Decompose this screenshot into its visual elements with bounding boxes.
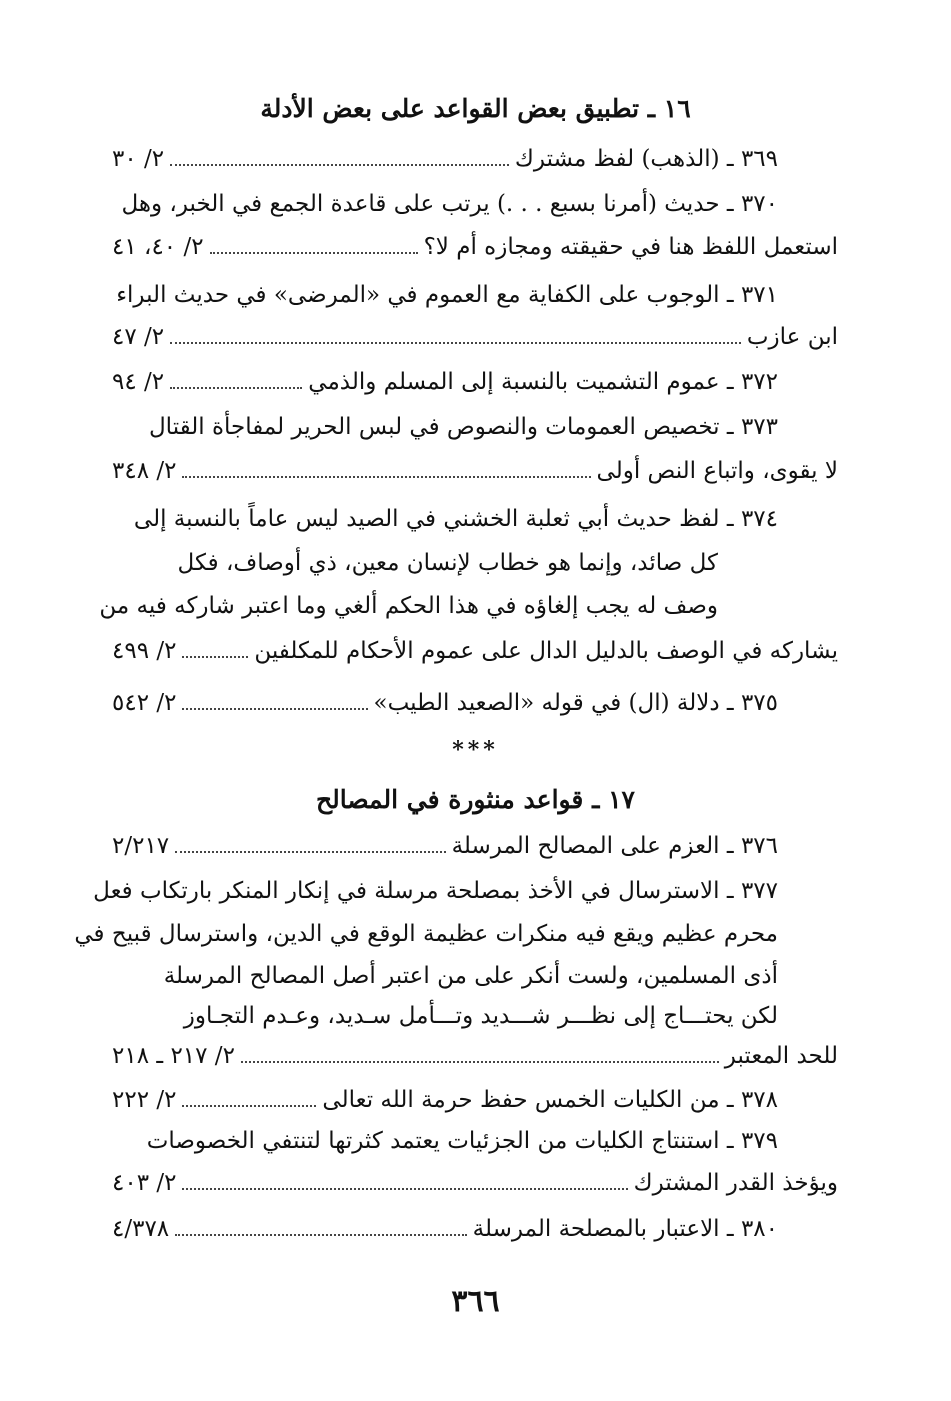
entry-374-line2: كل صائد، وإنما هو خطاب لإنسان معين، ذي أوصاف، فكل bbox=[177, 550, 718, 576]
entry-371 bbox=[112, 320, 838, 354]
section-separator: *** bbox=[452, 737, 499, 763]
entry-text: ابن عازب bbox=[746, 324, 838, 350]
entry-375 bbox=[112, 686, 778, 720]
entry-text: يشاركه في الوصف بالدليل الدال على عموم الأحكام للمكلفين bbox=[254, 638, 838, 664]
entry-374 bbox=[112, 634, 838, 668]
dot-leader bbox=[170, 142, 509, 166]
entry-370-line1: ٣٧٠ ـ حديث (أمرنا بسبع . . .) يرتب على قاعدة الجمع في الخبر، وهل bbox=[121, 191, 778, 217]
section-16-heading: ١٦ ـ تطبيق بعض القواعد على بعض الأدلة bbox=[260, 94, 691, 123]
entry-text: ٣٧٥ ـ دلالة (ال) في قوله «الصعيد الطيب» bbox=[373, 690, 778, 716]
section-17-heading: ١٧ ـ قواعد منثورة في المصالح bbox=[316, 785, 635, 814]
entry-380 bbox=[112, 1212, 778, 1246]
page-number: ٣٦٦ bbox=[451, 1284, 500, 1319]
dot-leader bbox=[182, 1083, 316, 1107]
entry-text: استعمل اللفظ هنا في حقيقته ومجازه أم لا؟ bbox=[423, 234, 838, 260]
entry-text: للحد المعتبر bbox=[724, 1043, 838, 1069]
entry-373 bbox=[112, 454, 838, 488]
dot-leader bbox=[182, 454, 590, 478]
entry-text: ٣٧٢ ـ عموم التشميت بالنسبة إلى المسلم والذمي bbox=[308, 369, 778, 395]
entry-374-line1: ٣٧٤ ـ لفظ حديث أبي ثعلبة الخشني في الصيد ليس عاماً بالنسبة إلى bbox=[133, 506, 778, 532]
entry-378 bbox=[112, 1083, 778, 1117]
page-ref: ٢/ ٤٧ bbox=[112, 324, 165, 350]
page-ref: ٢/ ٤٩٩ bbox=[112, 638, 177, 664]
page-ref: ٢/ ٢١٧ ـ ٢١٨ bbox=[112, 1043, 235, 1069]
page-ref: ٢/ ٣٤٨ bbox=[112, 458, 177, 484]
entry-372 bbox=[112, 365, 778, 399]
dot-leader bbox=[182, 686, 367, 710]
page-ref: ٢/ ٥٤٢ bbox=[112, 690, 177, 716]
entry-369 bbox=[112, 142, 778, 176]
entry-371-line1: ٣٧١ ـ الوجوب على الكفاية مع العموم في «المرضى» في حديث البراء bbox=[116, 282, 778, 308]
entry-text: ٣٦٩ ـ (الذهب) لفظ مشترك bbox=[514, 146, 778, 172]
dot-leader bbox=[175, 1212, 467, 1236]
entry-text: ٣٧٦ ـ العزم على المصالح المرسلة bbox=[451, 833, 778, 859]
page-ref: ٢/ ٩٤ bbox=[112, 369, 165, 395]
entry-377-line2: محرم عظيم ويقع فيه منكرات عظيمة الوقع في الدين، واسترسال قبيح في bbox=[74, 921, 778, 947]
entry-text: ويؤخذ القدر المشترك bbox=[633, 1170, 838, 1196]
dot-leader bbox=[241, 1039, 719, 1063]
page-ref: ٢/ ٢٢٢ bbox=[112, 1087, 177, 1113]
entry-370 bbox=[112, 230, 838, 264]
entry-text: ٣٨٠ ـ الاعتبار بالمصلحة المرسلة bbox=[472, 1216, 778, 1242]
dot-leader bbox=[182, 634, 248, 658]
entry-text: ٣٧٨ ـ من الكليات الخمس حفظ حرمة الله تعالى bbox=[322, 1087, 778, 1113]
entry-379-line1: ٣٧٩ ـ استنتاج الكليات من الجزئيات يعتمد كثرتها لتنتفي الخصوصات bbox=[146, 1128, 778, 1154]
page-ref: ٤/٣٧٨ bbox=[112, 1216, 170, 1242]
page-ref: ٢/ ٤٠٣ bbox=[112, 1170, 177, 1196]
dot-leader bbox=[175, 829, 445, 853]
dot-leader bbox=[170, 320, 741, 344]
dot-leader bbox=[182, 1166, 627, 1190]
dot-leader bbox=[170, 365, 302, 389]
page-ref: ٢/٢١٧ bbox=[112, 833, 170, 859]
entry-377 bbox=[112, 1039, 838, 1073]
dot-leader bbox=[210, 230, 418, 254]
entry-379 bbox=[112, 1166, 838, 1200]
entry-text: لا يقوى، واتباع النص أولى bbox=[596, 458, 838, 484]
entry-373-line1: ٣٧٣ ـ تخصيص العمومات والنصوص في لبس الحرير لمفاجأة القتال bbox=[148, 414, 778, 440]
entry-374-line3: وصف له يجب إلغاؤه في هذا الحكم ألغي وما اعتبر شاركه فيه من bbox=[99, 593, 718, 619]
page-ref: ٢/ ٣٠ bbox=[112, 146, 165, 172]
entry-376 bbox=[112, 829, 778, 863]
entry-377-line4: لكن يحتـــاج إلى نظـــر شـــديد وتـــأمل سـديد، وعـدم التجـاوز bbox=[183, 1003, 778, 1029]
page-ref: ٢/ ٤٠، ٤١ bbox=[112, 234, 204, 260]
entry-377-line3: أذى المسلمين، ولست أنكر على من اعتبر أصل المصالح المرسلة bbox=[163, 963, 778, 989]
entry-377-line1: ٣٧٧ ـ الاسترسال في الأخذ بمصلحة مرسلة في إنكار المنكر بارتكاب فعل bbox=[93, 878, 778, 904]
